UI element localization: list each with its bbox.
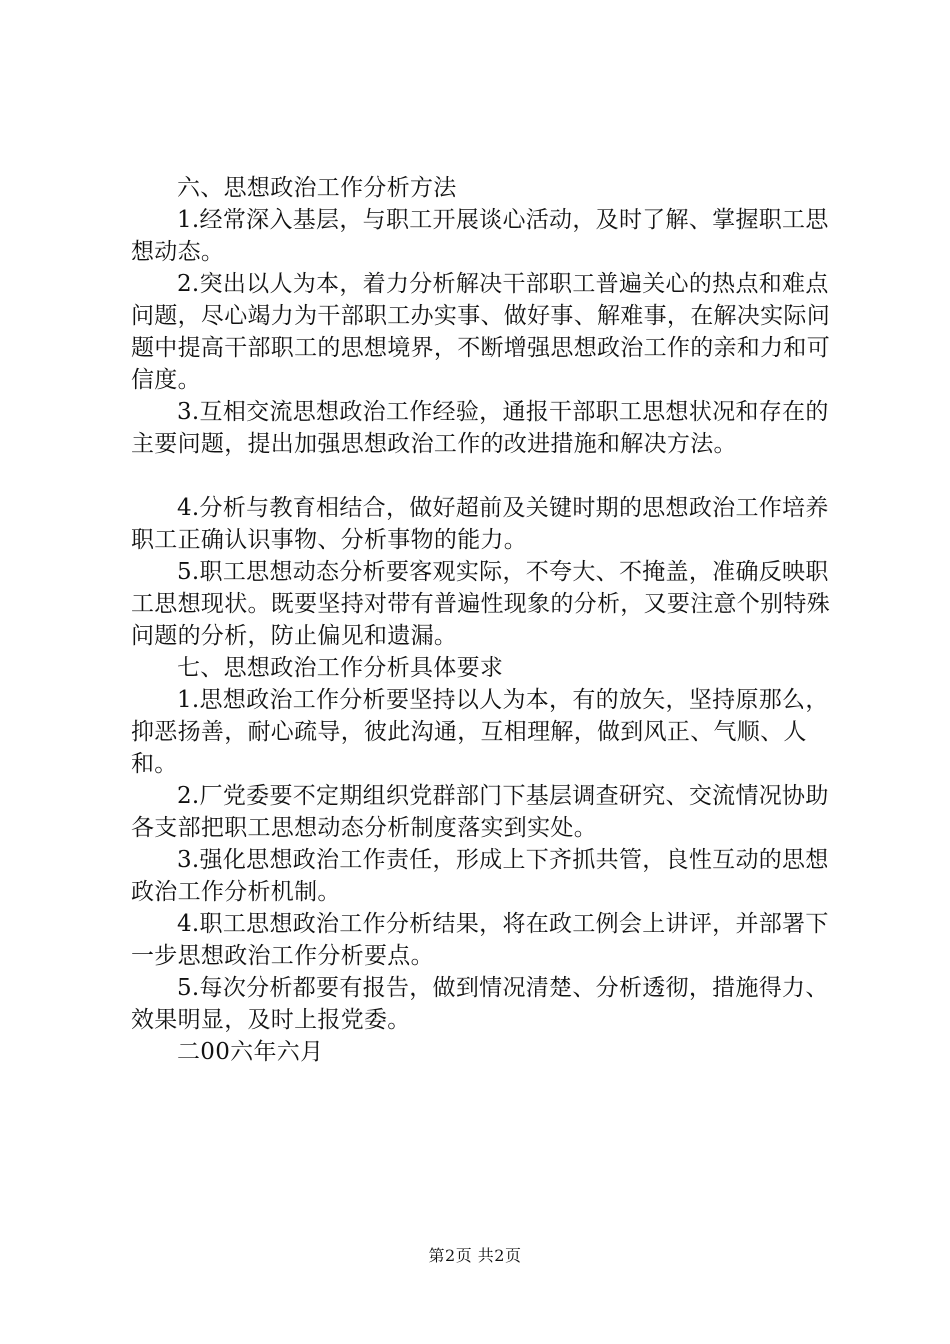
paragraph-requirement-1: 1.思想政治工作分析要坚持以人为本，有的放矢，坚持原那么，抑恶扬善，耐心疏导，彼此沟通，互相理解，做到风正、气顺、人和。: [131, 687, 829, 777]
paragraph-requirement-5: 5.每次分析都要有报告，做到情况清楚、分析透彻，措施得力、效果明显，及时上报党委。: [131, 975, 829, 1033]
paragraph-requirement-4: 4.职工思想政治工作分析结果，将在政工例会上讲评，并部署下一步思想政治工作分析要点。: [131, 911, 829, 969]
section-heading-seven: 七、思想政治工作分析具体要求: [177, 655, 504, 681]
document-body: [131, 172, 843, 1068]
paragraph-method-5: 5.职工思想动态分析要客观实际，不夸大、不掩盖，准确反映职工思想现状。既要坚持对带有普遍性现象的分析，又要注意个别特殊问题的分析，防止偏见和遗漏。: [131, 559, 830, 649]
paragraph-method-3: 3.互相交流思想政治工作经验，通报干部职工思想状况和存在的主要问题，提出加强思想政治工作的改进措施和解决方法。: [131, 399, 829, 457]
paragraph-requirement-2: 2.厂党委要不定期组织党群部门下基层调查研究、交流情况协助各支部把职工思想动态分析制度落实到实处。: [131, 783, 829, 841]
paragraph-method-1: 1.经常深入基层，与职工开展谈心活动，及时了解、掌握职工思想动态。: [131, 207, 829, 265]
paragraph-spacer: [131, 460, 843, 492]
paragraph-requirement-3: 3.强化思想政治工作责任，形成上下齐抓共管，良性互动的思想政治工作分析机制。: [131, 847, 829, 905]
page-number-footer: 第2页 共2页: [428, 1246, 522, 1265]
paragraph-method-4: 4.分析与教育相结合，做好超前及关键时期的思想政治工作培养职工正确认识事物、分析事物的能力。: [131, 495, 829, 553]
paragraph-method-2: 2.突出以人为本，着力分析解决干部职工普遍关心的热点和难点问题，尽心竭力为干部职工办实事、做好事、解难事，在解决实际问题中提高干部职工的思想境界，不断增强思想政治工作的亲和力和可信度。: [131, 271, 830, 393]
document-date: 二00六年六月: [177, 1039, 324, 1065]
section-heading-six: 六、思想政治工作分析方法: [177, 175, 457, 201]
